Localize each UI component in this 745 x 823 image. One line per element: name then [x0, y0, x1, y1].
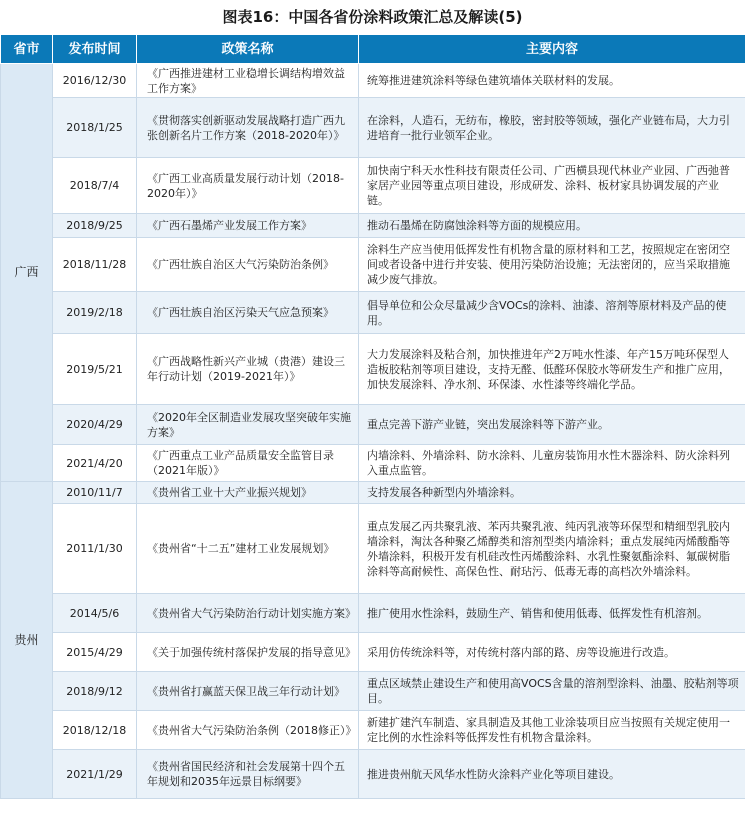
date-cell: 2015/4/29 — [53, 633, 137, 672]
policy-name-cell: 《广西战略性新兴产业城（贵港）建设三年行动计划（2019-2021年）》 — [137, 334, 359, 405]
date-cell: 2018/11/28 — [53, 238, 137, 292]
province-cell: 贵州 — [1, 482, 53, 799]
table-row — [1, 672, 745, 711]
table-row — [1, 334, 745, 405]
table-row — [1, 64, 745, 98]
date-cell: 2018/12/18 — [53, 711, 137, 750]
table-row — [1, 633, 745, 672]
policy-table — [0, 34, 745, 799]
policy-name-cell: 《广西推进建材工业稳增长调结构增效益工作方案》 — [137, 64, 359, 98]
date-cell: 2019/5/21 — [53, 334, 137, 405]
date-cell: 2018/1/25 — [53, 98, 137, 158]
date-cell: 2020/4/29 — [53, 405, 137, 445]
policy-name-cell: 《贯彻落实创新驱动发展战略打造广西九张创新名片工作方案（2018-2020年）》 — [137, 98, 359, 158]
date-cell: 2018/9/12 — [53, 672, 137, 711]
policy-name-cell: 《贵州省大气污染防治条例（2018修正）》 — [137, 711, 359, 750]
content-cell: 大力发展涂料及粘合剂，加快推进年产2万吨水性漆、年产15万吨环保型人造板胶粘剂等项目建设，支持无醛、低醛环保胶水等研发生产和推广应用，加快发展涂料、净水剂、环保漆、水性漆等终端化学品。 — [359, 334, 745, 405]
table-row — [1, 594, 745, 633]
header-date: 发布时间 — [53, 35, 137, 64]
policy-name-cell: 《关于加强传统村落保护发展的指导意见》 — [137, 633, 359, 672]
policy-name-cell: 《贵州省大气污染防治行动计划实施方案》 — [137, 594, 359, 633]
content-cell: 重点发展乙丙共聚乳液、苯丙共聚乳液、纯丙乳液等环保型和精细型乳胶内墙涂料，淘汰各种聚乙烯醇类和溶剂型类内墙涂料；重点发展纯丙烯酸酯等外墙涂料，积极开发有机硅改性丙烯酸涂料、水乳性聚氨酯涂料、氟碳树脂涂料等高耐候性、高保色性、耐玷污、低毒无毒的高档次外墙涂料。 — [359, 504, 745, 594]
table-row — [1, 98, 745, 158]
policy-name-cell: 《广西壮族自治区污染天气应急预案》 — [137, 292, 359, 334]
content-cell: 在涂料，人造石，无纺布，橡胶，密封胶等领域，强化产业链布局，大力引进培育一批行业领军企业。 — [359, 98, 745, 158]
content-cell: 重点区域禁止建设生产和使用高VOCS含量的溶剂型涂料、油墨、胶粘剂等项目。 — [359, 672, 745, 711]
header-main-content: 主要内容 — [359, 35, 745, 64]
content-cell: 支持发展各种新型内外墙涂料。 — [359, 482, 745, 504]
content-cell: 统筹推进建筑涂料等绿色建筑墙体关联材料的发展。 — [359, 64, 745, 98]
table-row — [1, 214, 745, 238]
date-cell: 2010/11/7 — [53, 482, 137, 504]
policy-name-cell: 《贵州省“十二五”建材工业发展规划》 — [137, 504, 359, 594]
policy-name-cell: 《2020年全区制造业发展攻坚突破年实施方案》 — [137, 405, 359, 445]
province-cell: 广西 — [1, 64, 53, 482]
content-cell: 内墙涂料、外墙涂料、防水涂料、儿童房装饰用水性木器涂料、防火涂料列入重点监管。 — [359, 445, 745, 482]
policy-name-cell: 《贵州省工业十大产业振兴规划》 — [137, 482, 359, 504]
table-row — [1, 158, 745, 214]
date-cell: 2021/4/20 — [53, 445, 137, 482]
content-cell: 涂料生产应当使用低挥发性有机物含量的原材料和工艺，按照规定在密闭空间或者设备中进行并安装、使用污染防治设施；无法密闭的，应当采取措施减少废气排放。 — [359, 238, 745, 292]
table-row — [1, 750, 745, 799]
date-cell: 2014/5/6 — [53, 594, 137, 633]
table-row — [1, 504, 745, 594]
policy-name-cell: 《广西重点工业产品质量安全监管目录（2021年版）》 — [137, 445, 359, 482]
table-row — [1, 238, 745, 292]
table-header-row — [1, 35, 745, 64]
policy-name-cell: 《广西工业高质量发展行动计划（2018-2020年）》 — [137, 158, 359, 214]
figure-title: 图表16：中国各省份涂料政策汇总及解读(5) — [222, 8, 523, 26]
table-row — [1, 482, 745, 504]
content-cell: 倡导单位和公众尽量减少含VOCs的涂料、油漆、溶剂等原材料及产品的使用。 — [359, 292, 745, 334]
table-row — [1, 445, 745, 482]
date-cell: 2018/7/4 — [53, 158, 137, 214]
content-cell: 推动石墨烯在防腐蚀涂料等方面的规模应用。 — [359, 214, 745, 238]
table-row — [1, 405, 745, 445]
policy-name-cell: 《广西壮族自治区大气污染防治条例》 — [137, 238, 359, 292]
header-policy-name: 政策名称 — [137, 35, 359, 64]
content-cell: 加快南宁科天水性科技有限责任公司、广西横县现代林业产业园、广西弛普家居产业园等重点项目建设，形成研发、涂料、板材家具协调发展的产业链。 — [359, 158, 745, 214]
policy-name-cell: 《贵州省国民经济和社会发展第十四个五年规划和2035年远景目标纲要》 — [137, 750, 359, 799]
policy-name-cell: 《贵州省打赢蓝天保卫战三年行动计划》 — [137, 672, 359, 711]
header-province: 省市 — [1, 35, 53, 64]
date-cell: 2018/9/25 — [53, 214, 137, 238]
table-row — [1, 292, 745, 334]
table-row — [1, 711, 745, 750]
date-cell: 2016/12/30 — [53, 64, 137, 98]
date-cell: 2011/1/30 — [53, 504, 137, 594]
content-cell: 重点完善下游产业链，突出发展涂料等下游产业。 — [359, 405, 745, 445]
content-cell: 采用仿传统涂料等，对传统村落内部的路、房等设施进行改造。 — [359, 633, 745, 672]
date-cell: 2021/1/29 — [53, 750, 137, 799]
policy-name-cell: 《广西石墨烯产业发展工作方案》 — [137, 214, 359, 238]
content-cell: 新建扩建汽车制造、家具制造及其他工业涂装项目应当按照有关规定使用一定比例的水性涂料等低挥发性有机物含量涂料。 — [359, 711, 745, 750]
content-cell: 推进贵州航天风华水性防火涂料产业化等项目建设。 — [359, 750, 745, 799]
content-cell: 推广使用水性涂料，鼓励生产、销售和使用低毒、低挥发性有机溶剂。 — [359, 594, 745, 633]
date-cell: 2019/2/18 — [53, 292, 137, 334]
